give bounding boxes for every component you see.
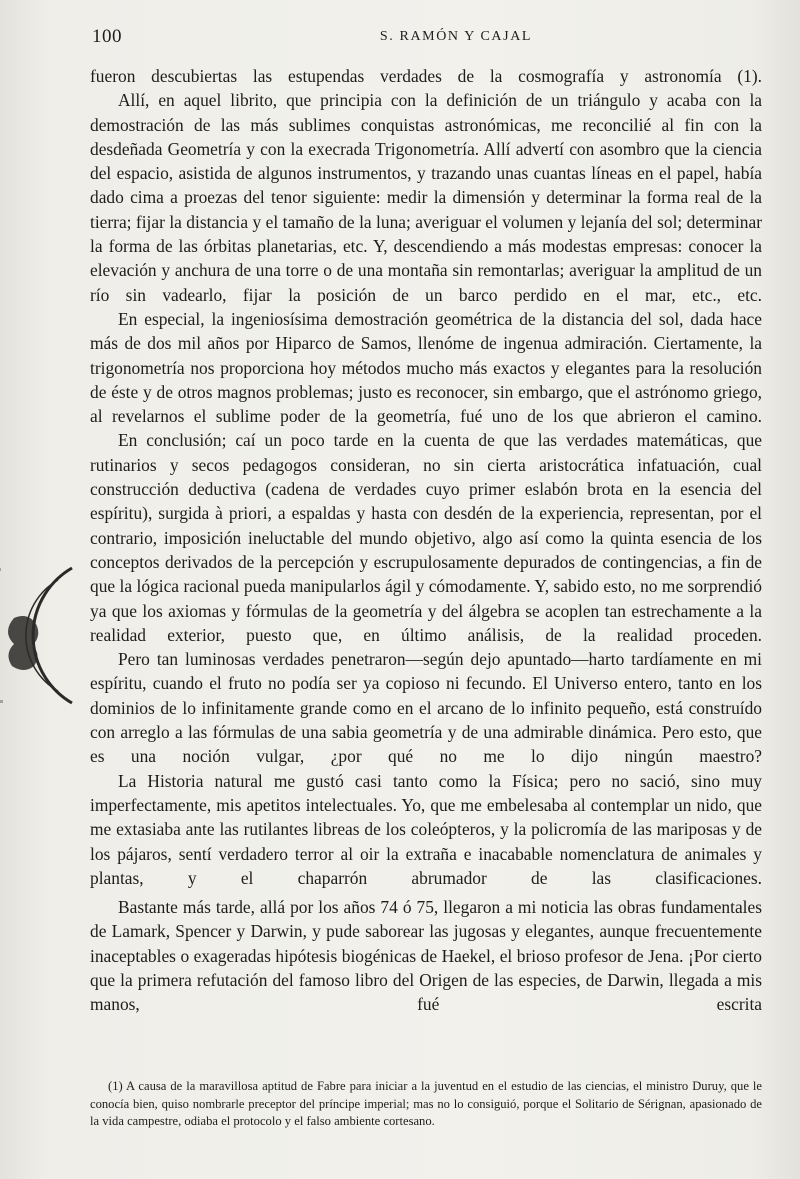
running-head: S. RAMÓN Y CAJAL — [379, 29, 533, 44]
paragraph-2: Allí, en aquel librito, que principia con la definición de un triángulo y acaba con la demostración de las más sublimes conquistas astronómicas, me reconcilié al fin con la desdeñada Geometría y con la execrada Trigonometría. Allí advertí con asombro que la ciencia del espacio, asistida de algunos instrumentos, y trazando unas cuantas líneas en el papel, había dado cima a proezas del tenor siguiente: medir la dimensión y determinar la forma real de la tierra; fijar la distancia y el tamaño de la luna; averiguar el volumen y lejanía del sol; determinar la forma de las órbitas planetarias, etc. Y, descendiendo a más modestas empresas: conocer la elevación y anchura de una torre o de una montaña sin remontarlas; averiguar la amplitud de un río sin vadearlo, fijar la posición de un barco perdido en el mar, etc., etc. — [90, 90, 762, 305]
paragraph-5: Pero tan luminosas verdades penetraron—según dejo apuntado—harto tardíamente en mi espíritu, cuando el fruto no podía ser ya copioso ni fecundo. El Universo entero, tanto en los dominios de lo infinitamente grande como en el arcano de lo infinito pequeño, está construído con arreglo a las fórmulas de una sabia geometría y de una admirable dinámica. Pero esto, que es una noción vulgar, ¿por qué no me lo dijo ningún maestro? — [90, 649, 762, 767]
paragraph-7: Bastante más tarde, allá por los años 74 ó 75, llegaron a mi noticia las obras fundamentales de Lamark, Spencer y Darwin, y pude saborear las jugosas y elegantes, aunque frecuentemente inaceptables o exageradas hipótesis biogénicas de Haekel, el brioso profesor de Jena. ¡Por cierto que la primera refutación del famoso libro del Origen de las especies, de Darwin, llegada a mis manos, fué escrita — [90, 897, 762, 1015]
footnotes — [90, 1078, 762, 1131]
paragraph-6: La Historia natural me gustó casi tanto como la Física; pero no sació, sino muy imperfectamente, mis apetitos intelectuales. Yo, que me embelesaba al contemplar un nido, que me extasiaba ante las rutilantes libreas de los coleópteros, y la policromía de las mariposas y de los pájaros, sentí verdadero terror al oir la extraña e inacabable nomenclatura de animales y plantas, y el chaparrón abrumador de las clasificaciones. — [90, 770, 762, 888]
page-number: 100 — [92, 26, 122, 47]
page-header — [92, 26, 760, 48]
library-stamp — [0, 548, 74, 723]
paragraph-3: En especial, la ingeniosísima demostración geométrica de la distancia del sol, dada hace más de dos mil años por Hiparco de Samos, llenóme de ingenua admiración. Ciertamente, la trigonometría nos proporciona hoy métodos mucho más exactos y elegantes para la resolución de éste y de otros magnos problemas; justo es reconocer, sin embargo, que el astrónomo griego, al revelarnos el sublime poder de la geometría, fué uno de los que abrieron el camino. — [90, 308, 762, 427]
footnote-1: (1) A causa de la maravillosa aptitud de Fabre para iniciar a la juventud en el estudio de las ciencias, el ministro Duruy, que le conocía bien, quiso nombrarle preceptor del príncipe imperial; mas no lo consiguió, porque el Solitario de Sérignan, apasionado de la vida campestre, odiaba el protocolo y el falso ambiente cortesano. — [90, 1079, 762, 1128]
paragraph-4: En conclusión; caí un poco tarde en la cuenta de que las verdades matemáticas, que rutinarios y secos pedagogos consideran, no sin cierta aristocrática infatuación, cual construcción deductiva (cadena de verdades cuyo primer eslabón brota en la esencia del espíritu), surgida à priori, a espaldas y hasta con desdén de la experiencia, representan, por el contrario, imposición ineluctable del mundo objetivo, algo así como la quinta esencia de los conceptos derivados de la percepción y escrupulosamente depurados de contingencias, a fin de que la lógica racional pueda manipularlos ágil y cómodamente. Y, sabido esto, no me sorprendió ya que los axiomas y fórmulas de la geometría y del álgebra se acoplen tan estrechamente a la realidad exterior, puesto que, en último análisis, de la realidad proceden. — [90, 430, 762, 645]
paragraph-1: fueron descubiertas las estupendas verdades de la cosmografía y astronomía (1). — [90, 66, 762, 86]
body-text — [90, 64, 762, 1017]
